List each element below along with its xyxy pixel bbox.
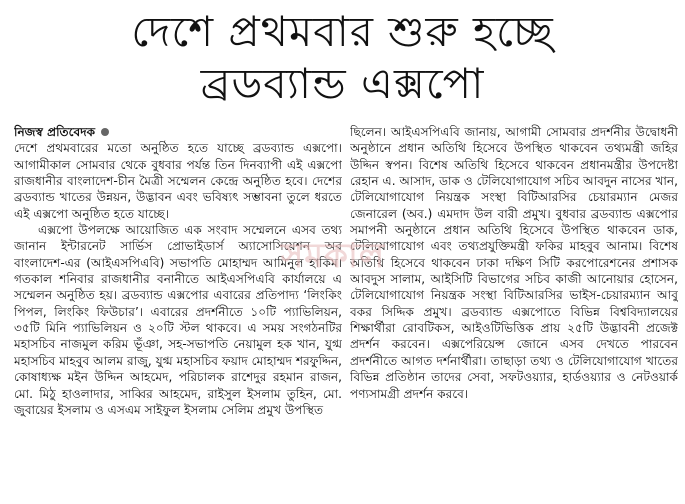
bullet-icon [101,128,109,136]
headline-line-2: ব্রডব্যান্ড এক্সপো [200,59,485,108]
byline [14,124,342,140]
column-right [350,124,678,500]
paragraph-2: এক্সপো উপলক্ষে আয়োজিত এক সংবাদ সম্মেলনে এসব তথ্য জানান ইন্টারনেট সার্ভিস প্রোভাইডার্স অ্যাসোসিয়েশন অব বাংলাদেশ-এর (আইএসপিএবি) সভাপতি মোহাম্মদ আমিনুল হাকিম। গতকাল শনিবার রাজধানীর বনানীতে আইএসপিএবি কার্যালয়ে এ সম্মেলন অনুষ্ঠিত হয়। ব্রডব্যান্ড এক্সপোর এবারের প্রতিপাদ্য ‘লিংকিং পিপল, লিংকিং ফিউচার’। এবারের প্রদর্শনীতে ১০টি প্যাভিলিয়ন, ৩৫টি মিনি প্যাভিলিয়ন ও ২০টি স্টল থাকবে। এ সময় সংগঠনটির মহাসচিব নাজমুল করিম ভূঁঞা, সহ-সভাপতি নেয়ামুল হক খান, যুগ্ম মহাসচিব মাহবুব আলম রাজু, যুগ্ম মহাসচিব ফয়াদ মোহাম্মদ শরফুদ্দিন, কোষাধ্যক্ষ মইন উদ্দিন আহমেদ, পরিচালক রাশেদুর রহমান রাজন, মো. মিঠু হাওলাদার, সাব্বির আহমেদ, রাইসুল ইসলাম তুহিন, মো. জুবায়ের ইসলাম ও এসএম সাইফুল ইসলাম সেলিম প্রমুখ উপস্থিত [14,223,342,417]
headline-line-1: দেশে প্রথমবার শুরু হচ্ছে [131,7,554,56]
paragraph-1: দেশে প্রথমবারের মতো অনুষ্ঠিত হতে যাচ্ছে ব্রডব্যান্ড এক্সপো। আগামীকাল সোমবার থেকে বুধবার পর্যন্ত তিন দিনব্যাপী এই এক্সপো রাজধানীর বাংলাদেশ-চীন মৈত্রী সম্মেলন কেন্দ্রে অনুষ্ঠিত হবে। দেশের ব্রডব্যান্ড খাতের উন্নয়ন, উদ্ভাবন এবং ভবিষ্যৎ সম্ভাবনা তুলে ধরতে এই এক্সপো অনুষ্ঠিত হতে যাচ্ছে। [14,141,342,221]
article-body [14,124,678,500]
watermark-logo: সমকাল [280,235,386,276]
headline [0,0,685,118]
paragraph-3: ছিলেন। আইএসপিএবি জানায়, আগামী সোমবার প্রদর্শনীর উদ্বোধনী অনুষ্ঠানে প্রধান অতিথি হিসেবে উপস্থিত থাকবেন তথ্যমন্ত্রী জহির উদ্দিন স্বপন। বিশেষ অতিথি হিসেবে থাকবেন প্রধানমন্ত্রীর উপদেষ্টা রেহান এ. আসাদ, ডাক ও টেলিযোগাযোগ সচিব আবদুন নাসের খান, টেলিযোগাযোগ নিয়ন্ত্রক সংস্থা বিটিআরসির চেয়ারম্যান মেজর জেনারেল (অব.) এমদাদ উল বারী প্রমুখ। বুধবার ব্রডব্যান্ড এক্সপোর সমাপনী অনুষ্ঠানে প্রধান অতিথি হিসেবে উপস্থিত থাকবেন ডাক, টেলিযোগাযোগ এবং তথ্যপ্রযুক্তিমন্ত্রী ফকির মাহবুব আনাম। বিশেষ অতিথি হিসেবে থাকবেন ঢাকা দক্ষিণ সিটি করপোরেশনের প্রশাসক আবদুস সালাম, আইসিটি বিভাগের সচিব কাজী আনোয়ার হোসেন, টেলিযোগাযোগ নিয়ন্ত্রক সংস্থা বিটিআরসির ভাইস-চেয়ারম্যান আবু বকর সিদ্দিক প্রমুখ। ব্রডব্যান্ড এক্সপোতে বিভিন্ন বিশ্ববিদ্যালয়ের শিক্ষার্থীরা রোবটিকস, আইওটিভিত্তিক প্রায় ২৫টি উদ্ভাবনী প্রজেক্ট প্রদর্শন করবেন। এক্সপেরিয়েন্স জোনে এসব দেখতে পারবেন প্রদর্শনীতে আগত দর্শনার্থীরা। তাছাড়া তথ্য ও টেলিযোগাযোগ খাতের বিভিন্ন প্রতিষ্ঠান তাদের সেবা, সফটওয়্যার, হার্ডওয়্যার ও নেটওয়ার্ক পণ্যসামগ্রী প্রদর্শন করবে। [350,125,678,401]
byline-text: নিজস্ব প্রতিবেদক [14,125,96,139]
column-left [14,124,342,500]
